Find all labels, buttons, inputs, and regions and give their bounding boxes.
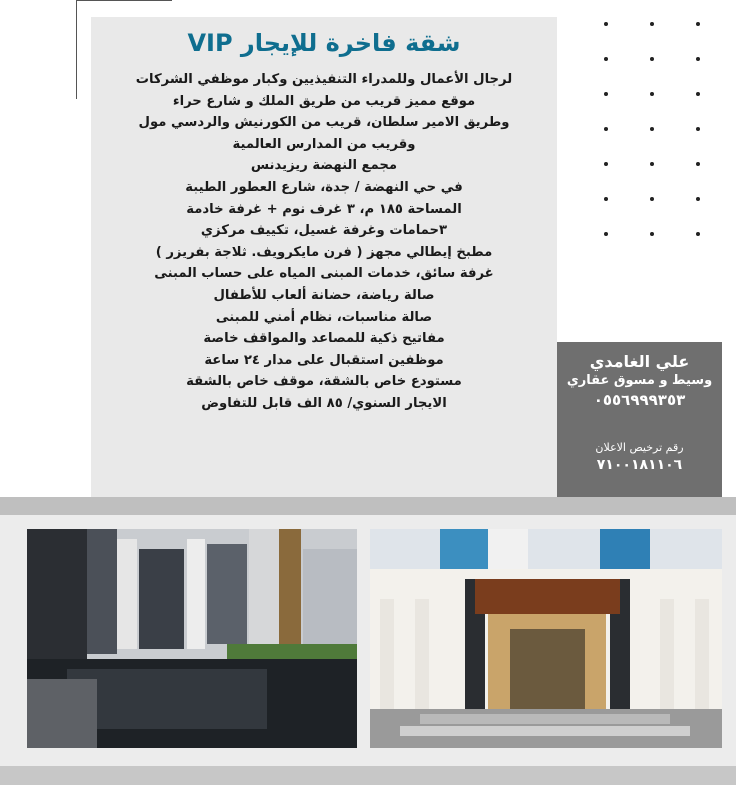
ad-line: صالة مناسبات، نظام أمني للمبنى xyxy=(215,309,433,325)
ad-details-panel xyxy=(91,17,557,497)
ad-line: غرفة سائق، خدمات المبنى المياه على حساب المبنى xyxy=(154,266,494,282)
ad-line: المساحة ١٨٥ م، ٣ غرف نوم + غرفة خادمة xyxy=(186,201,462,217)
ad-line: مطبخ إيطالي مجهز ( فرن مايكرويف. ثلاجة بفريزر ) xyxy=(155,244,493,260)
corner-line-top xyxy=(76,0,172,1)
ad-line: ٣حمامات وغرفة غسيل، تكييف مركزي xyxy=(200,223,448,239)
decorative-dot-grid xyxy=(604,6,700,251)
ad-line: لرجال الأعمال وللمدراء التنفيذيين وكبار موظفي الشركات xyxy=(135,72,513,87)
license-label: رقم ترخيص الاعلان xyxy=(595,441,684,454)
ad-line: موظفين استقبال على مدار ٢٤ ساعة xyxy=(204,352,444,368)
license-number: ٧١٠٠١٨١١٠٦ xyxy=(596,457,683,473)
ad-line: وقريب من المدارس العالمية xyxy=(232,136,416,152)
ad-line: وطريق الامير سلطان، قريب من الكورنيش والردسي مول xyxy=(138,115,510,131)
agent-title: وسيط و مسوق عقاري xyxy=(566,373,713,388)
ad-line: مفاتيح ذكية للمصاعد والمواقف خاصة xyxy=(203,331,445,347)
ad-line: موقع مميز قريب من طريق الملك و شارع حراء xyxy=(172,93,476,109)
building-courtyard-photo xyxy=(27,529,357,748)
building-entrance-photo xyxy=(370,529,722,748)
agent-name: علي الغامدي xyxy=(589,352,690,371)
ad-line: مستودع خاص بالشقة، موقف خاص بالشقة xyxy=(186,374,462,390)
ad-line: الايجار السنوي/ ٨٥ الف قابل للتفاوض xyxy=(201,395,447,411)
ad-line: صالة رياضة، حضانة ألعاب للأطفال xyxy=(213,287,435,303)
agent-contact-box xyxy=(557,342,722,497)
ad-description xyxy=(91,69,557,415)
divider-band-bottom xyxy=(0,766,736,785)
ad-title: شقة فاخرة للإيجار VIP xyxy=(187,29,461,57)
ad-line: في حي النهضة / جدة، شارع العطور الطيبة xyxy=(185,179,463,195)
agent-phone[interactable]: ٠٥٥٦٩٩٩٣٥٣ xyxy=(593,391,686,409)
divider-band-top xyxy=(0,497,736,515)
ad-line: مجمع النهضة ريزيدنس xyxy=(250,158,398,174)
corner-line-side xyxy=(76,0,77,99)
